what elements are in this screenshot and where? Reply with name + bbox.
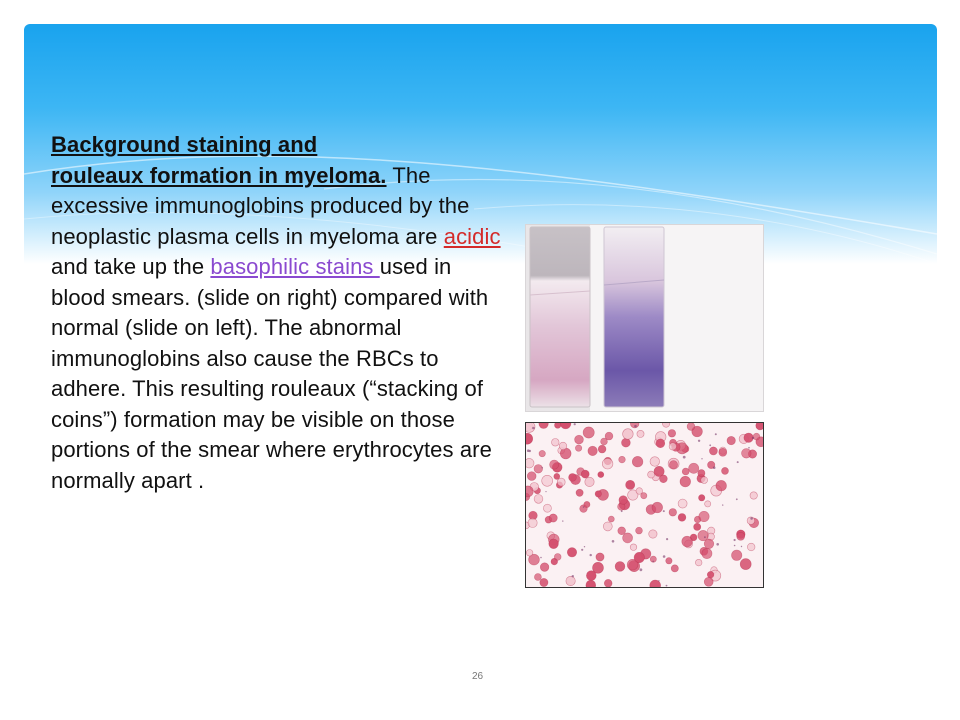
blood-smear-rouleaux-image <box>525 422 764 588</box>
red-blood-cells-illustration <box>526 423 763 587</box>
slide-heading-line-1: Background staining and <box>51 132 318 157</box>
acidic-link[interactable]: acidic <box>443 223 501 249</box>
slide-heading-line-2: rouleaux formation in myeloma. <box>51 162 387 188</box>
glass-slides-illustration <box>526 225 763 411</box>
body-text-part-1: The excessive immunoglobins produced by the neoplastic plasma cells in myeloma are <box>51 162 470 249</box>
body-text-part-2: and take up the <box>51 254 211 279</box>
slide-body-text <box>51 130 511 496</box>
body-text-part-3: used in blood smears. (slide on right) compared with normal (slide on left). The abnormal immunoglobins also cause the RBCs to adhere. This resulting rouleaux (“stacking of coins”) formation may be visible on those portions of the smear where erythrocytes are normally apart . <box>51 254 492 493</box>
stained-glass-slides-image <box>525 224 764 412</box>
basophilic-stains-link[interactable]: basophilic stains <box>210 254 380 279</box>
page-number: 26 <box>472 671 484 682</box>
